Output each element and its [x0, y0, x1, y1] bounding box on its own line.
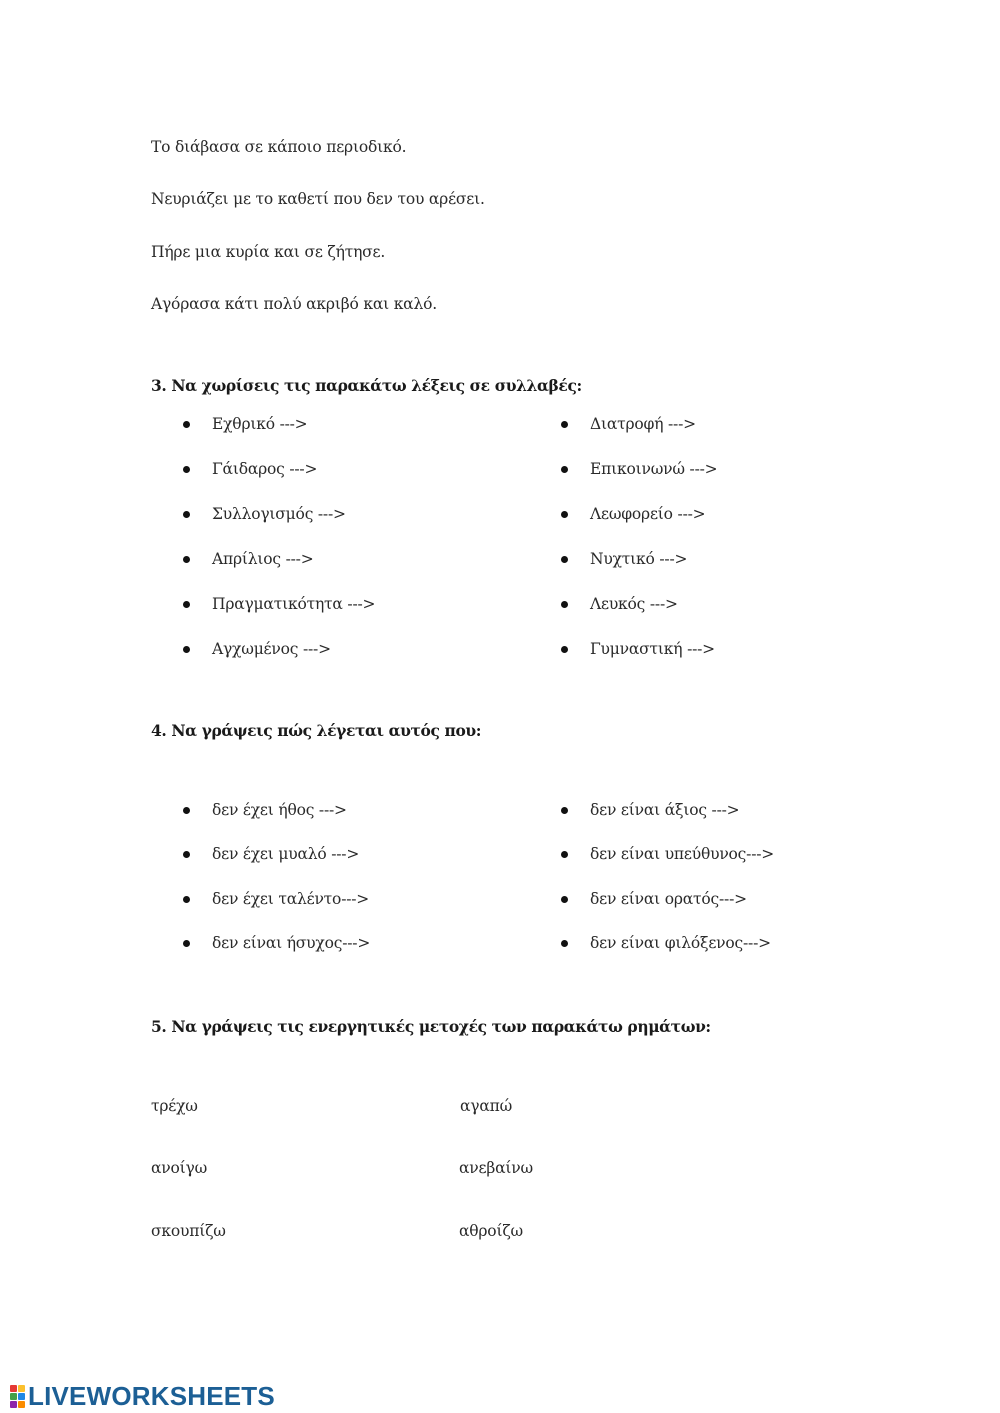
logo-block — [18, 1385, 25, 1392]
list-item-label: δεν είναι ορατός---> — [590, 890, 747, 908]
bullet-icon — [561, 466, 568, 473]
list-item-label: Λεωφορείο ---> — [590, 505, 706, 523]
bullet-icon — [183, 940, 190, 947]
bullet-icon — [183, 421, 190, 428]
verb-item: αγαπώ — [460, 1097, 513, 1115]
list-item-label: δεν είναι ήσυχος---> — [212, 934, 371, 952]
list-item-label: Εχθρικό ---> — [212, 415, 308, 433]
bullet-icon — [183, 556, 190, 563]
logo-text: LIVEWORKSHEETS — [28, 1380, 275, 1411]
bullet-icon — [183, 646, 190, 653]
list-item-label: Λευκός ---> — [590, 595, 678, 613]
bullet-icon — [561, 896, 568, 903]
verb-item: ανεβαίνω — [459, 1159, 533, 1177]
bullet-icon — [183, 807, 190, 814]
list-item-label: δεν είναι φιλόξενος---> — [590, 934, 771, 952]
verb-item: ανοίγω — [151, 1159, 208, 1177]
list-item-label: δεν έχει ήθος ---> — [212, 801, 347, 819]
bullet-icon — [561, 421, 568, 428]
list-item-label: δεν έχει μυαλό ---> — [212, 845, 360, 863]
logo-block — [10, 1393, 17, 1400]
list-item-label: Νυχτικό ---> — [590, 550, 688, 568]
list-item-label: δεν είναι άξιος ---> — [590, 801, 740, 819]
bullet-icon — [183, 601, 190, 608]
logo-blocks-icon — [10, 1385, 25, 1408]
sentence-4: Αγόρασα κάτι πολύ ακριβό και καλό. — [151, 295, 437, 313]
bullet-icon — [183, 466, 190, 473]
liveworksheets-logo — [10, 1380, 275, 1411]
verb-item: τρέχω — [151, 1097, 198, 1115]
bullet-icon — [183, 511, 190, 518]
list-item-label: Συλλογισμός ---> — [212, 505, 346, 523]
list-item-label: Επικοινωνώ ---> — [590, 460, 718, 478]
bullet-icon — [183, 896, 190, 903]
list-item-label: Γάιδαρος ---> — [212, 460, 318, 478]
bullet-icon — [561, 940, 568, 947]
section-4-heading: 4. Να γράψεις πώς λέγεται αυτός που: — [151, 721, 482, 740]
logo-block — [10, 1401, 17, 1408]
logo-block — [18, 1393, 25, 1400]
sentence-1: Το διάβασα σε κάποιο περιοδικό. — [151, 138, 407, 156]
logo-block — [18, 1401, 25, 1408]
list-item-label: Διατροφή ---> — [590, 415, 696, 433]
bullet-icon — [561, 601, 568, 608]
bullet-icon — [561, 807, 568, 814]
bullet-icon — [561, 851, 568, 858]
verb-item: σκουπίζω — [151, 1222, 226, 1240]
bullet-icon — [561, 511, 568, 518]
sentence-2: Νευριάζει με το καθετί που δεν του αρέσει. — [151, 190, 485, 208]
bullet-icon — [183, 851, 190, 858]
section-5-heading: 5. Να γράψεις τις ενεργητικές μετοχές των παρακάτω ρημάτων: — [151, 1017, 711, 1036]
list-item-label: Γυμναστική ---> — [590, 640, 715, 658]
list-item-label: δεν είναι υπεύθυνος---> — [590, 845, 775, 863]
list-item-label: Απρίλιος ---> — [212, 550, 314, 568]
section-3-heading: 3. Να χωρίσεις τις παρακάτω λέξεις σε συλλαβές: — [151, 376, 582, 395]
sentence-3: Πήρε μια κυρία και σε ζήτησε. — [151, 243, 386, 261]
bullet-icon — [561, 556, 568, 563]
list-item-label: Πραγματικότητα ---> — [212, 595, 376, 613]
logo-block — [10, 1385, 17, 1392]
bullet-icon — [561, 646, 568, 653]
list-item-label: Αγχωμένος ---> — [212, 640, 331, 658]
verb-item: αθροίζω — [459, 1222, 523, 1240]
list-item-label: δεν έχει ταλέντο---> — [212, 890, 370, 908]
